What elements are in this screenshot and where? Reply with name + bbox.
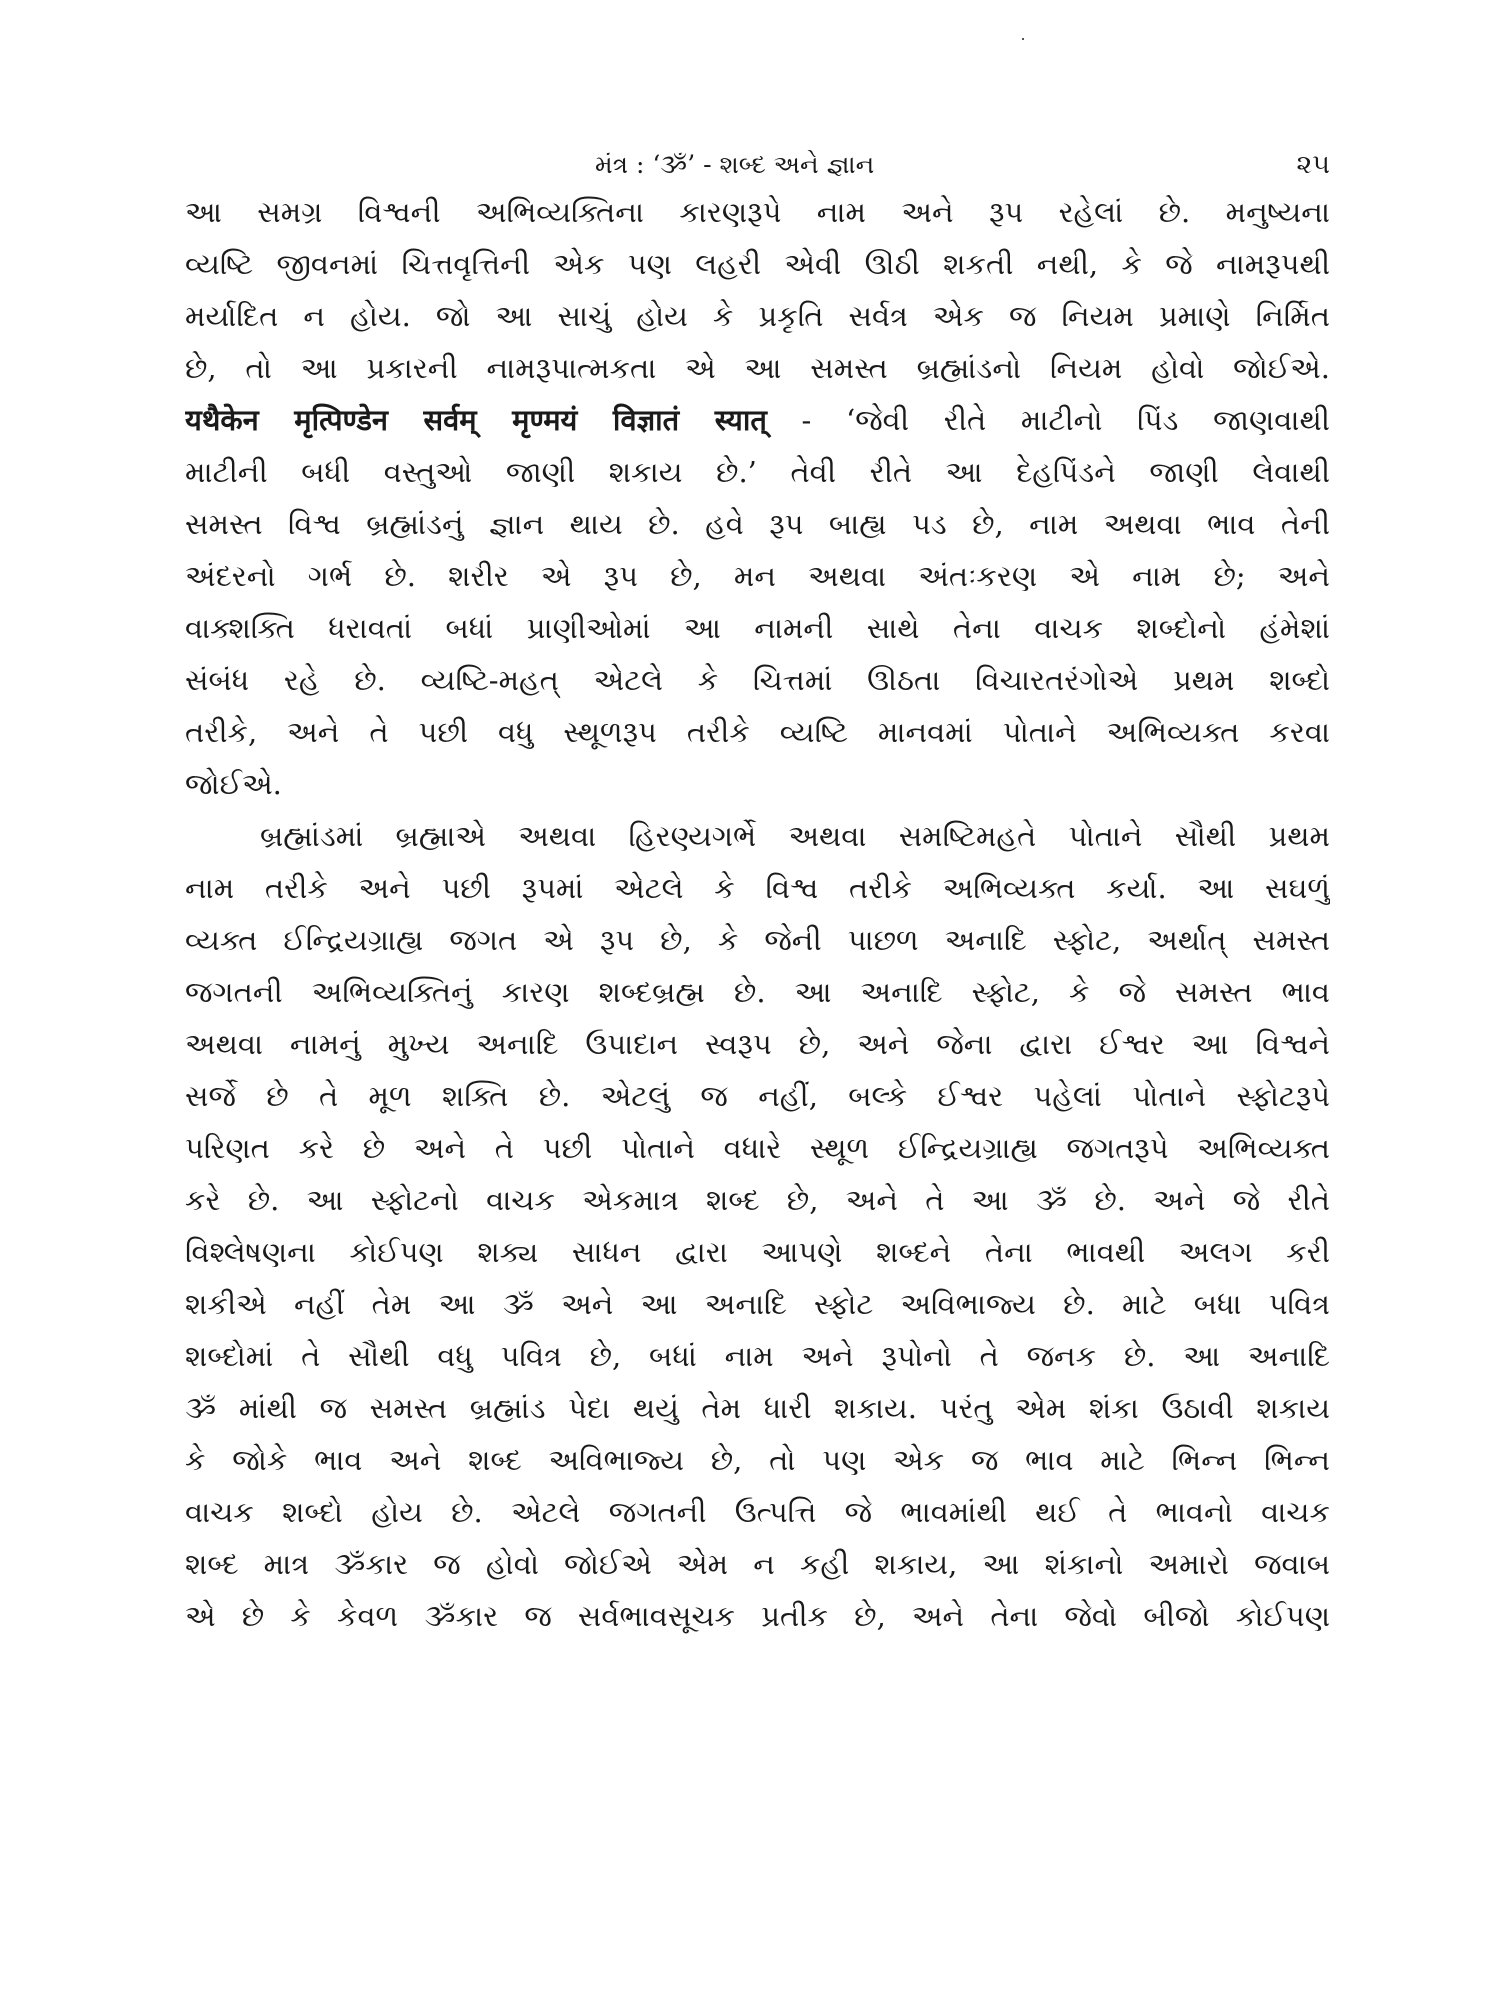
text-line: વ્યક્ત ઈન્દ્રિયગ્રાહ્ય જગત એ રૂપ છે, કે જેની પાછળ અનાદિ સ્ફોટ, અર્થાત્ સમસ્ત	[185, 923, 1330, 957]
text-line: અથવા નામનું મુખ્ય અનાદિ ઉપાદાન સ્વરૂપ છે, અને જેના દ્વારા ઈશ્વર આ વિશ્વને	[185, 1027, 1330, 1061]
text-line: ૐ માંથી જ સમસ્ત બ્રહ્માંડ પેદા થયું તેમ ધારી શકાય. પરંતુ એમ શંકા ઉઠાવી શકાય	[185, 1391, 1330, 1425]
running-title: મંત્ર : ‘ૐ’ - શબ્દ અને જ્ઞાન	[595, 150, 875, 179]
text-line: વાચક શબ્દો હોય છે. એટલે જગતની ઉત્પત્તિ જે ભાવમાંથી થઈ તે ભાવનો વાચક	[185, 1495, 1330, 1529]
text-line: મર્યાદિત ન હોય. જો આ સાચું હોય કે પ્રકૃતિ સર્વત્ર એક જ નિયમ પ્રમાણે નિર્મિત	[185, 299, 1330, 333]
text-line: શબ્દ માત્ર ૐકાર જ હોવો જોઈએ એમ ન કહી શકાય, આ શંકાનો અમારો જવાબ	[185, 1547, 1330, 1581]
sanskrit-quote: यथैकेन मृत्पिण्डेन सर्वम् मृण्मयं विज्ञातं स्यात्	[185, 403, 767, 437]
text-line: નામ તરીકે અને પછી રૂપમાં એટલે કે વિશ્વ તરીકે અભિવ્યક્ત કર્યા. આ સઘળું	[185, 871, 1330, 905]
text-line: સંબંધ રહે છે. વ્યષ્ટિ-મહત્ એટલે કે ચિત્તમાં ઊઠતા વિચારતરંગોએ પ્રથમ શબ્દો	[185, 663, 1330, 697]
text-line: આ સમગ્ર વિશ્વની અભિવ્યક્તિના કારણરૂપે નામ અને રૂપ રહેલાં છે. મનુષ્યના	[185, 195, 1330, 229]
text-line: તરીકે, અને તે પછી વધુ સ્થૂળરૂપ તરીકે વ્યષ્ટિ માનવમાં પોતાને અભિવ્યક્ત કરવા	[185, 715, 1330, 749]
text-line: છે, તો આ પ્રકારની નામરૂપાત્મકતા એ આ સમસ્ત બ્રહ્માંડનો નિયમ હોવો જોઈએ.	[185, 351, 1330, 385]
text-line: વિશ્લેષણના કોઈપણ શક્ય સાધન દ્વારા આપણે શબ્દને તેના ભાવથી અલગ કરી	[185, 1235, 1330, 1269]
text-line: કે જોકે ભાવ અને શબ્દ અવિભાજ્ય છે, તો પણ એક જ ભાવ માટે ભિન્ન ભિન્ન	[185, 1443, 1330, 1477]
text-line: શકીએ નહીં તેમ આ ૐ અને આ અનાદિ સ્ફોટ અવિભાજ્ય છે. માટે બધા પવિત્ર	[185, 1287, 1330, 1321]
running-header	[185, 145, 1330, 185]
text-line: પરિણત કરે છે અને તે પછી પોતાને વધારે સ્થૂળ ઈન્દ્રિયગ્રાહ્ય જગતરૂપે અભિવ્યક્ત	[185, 1131, 1330, 1165]
page-number: ૨૫	[1296, 149, 1330, 180]
text-line: વ્યષ્ટિ જીવનમાં ચિત્તવૃત્તિની એક પણ લહરી એવી ઊઠી શકતી નથી, કે જે નામરૂપથી	[185, 247, 1330, 281]
text-line: શબ્દોમાં તે સૌથી વધુ પવિત્ર છે, બધાં નામ અને રૂપોનો તે જનક છે. આ અનાદિ	[185, 1339, 1330, 1373]
text-line: માટીની બધી વસ્તુઓ જાણી શકાય છે.’ તેવી રીતે આ દેહપિંડને જાણી લેવાથી	[185, 455, 1330, 489]
text-line: વાક્શક્તિ ધરાવતાં બધાં પ્રાણીઓમાં આ નામની સાથે તેના વાચક શબ્દોનો હંમેશાં	[185, 611, 1330, 645]
paragraph-end-line: જોઈએ.	[185, 767, 282, 801]
quote-translation-start: - ‘જેવી રીતે માટીનો પિંડ જાણવાથી	[766, 403, 1330, 437]
text-line: સમસ્ત વિશ્વ બ્રહ્માંડનું જ્ઞાન થાય છે. હવે રૂપ બાહ્ય પડ છે, નામ અથવા ભાવ તેની	[185, 507, 1330, 541]
text-line: જગતની અભિવ્યક્તિનું કારણ શબ્દબ્રહ્મ છે. આ અનાદિ સ્ફોટ, કે જે સમસ્ત ભાવ	[185, 975, 1330, 1009]
text-line: સર્જે છે તે મૂળ શક્તિ છે. એટલું જ નહીં, બલ્કે ઈશ્વર પહેલાં પોતાને સ્ફોટરૂપે	[185, 1079, 1330, 1113]
quote-line	[185, 394, 1330, 446]
scan-speck	[1022, 38, 1024, 40]
paragraph-start-line: બ્રહ્માંડમાં બ્રહ્માએ અથવા હિરણ્યગર્ભે અથવા સમષ્ટિમહતે પોતાને સૌથી પ્રથમ	[260, 819, 1330, 853]
text-line: કરે છે. આ સ્ફોટનો વાચક એકમાત્ર શબ્દ છે, અને તે આ ૐ છે. અને જે રીતે	[185, 1183, 1330, 1217]
text-line: અંદરનો ગર્ભ છે. શરીર એ રૂપ છે, મન અથવા અંતઃકરણ એ નામ છે; અને	[185, 559, 1330, 593]
text-line: એ છે કે કેવળ ૐકાર જ સર્વભાવસૂચક પ્રતીક છે, અને તેના જેવો બીજો કોઈપણ	[185, 1599, 1330, 1633]
body-text	[185, 186, 1330, 1642]
